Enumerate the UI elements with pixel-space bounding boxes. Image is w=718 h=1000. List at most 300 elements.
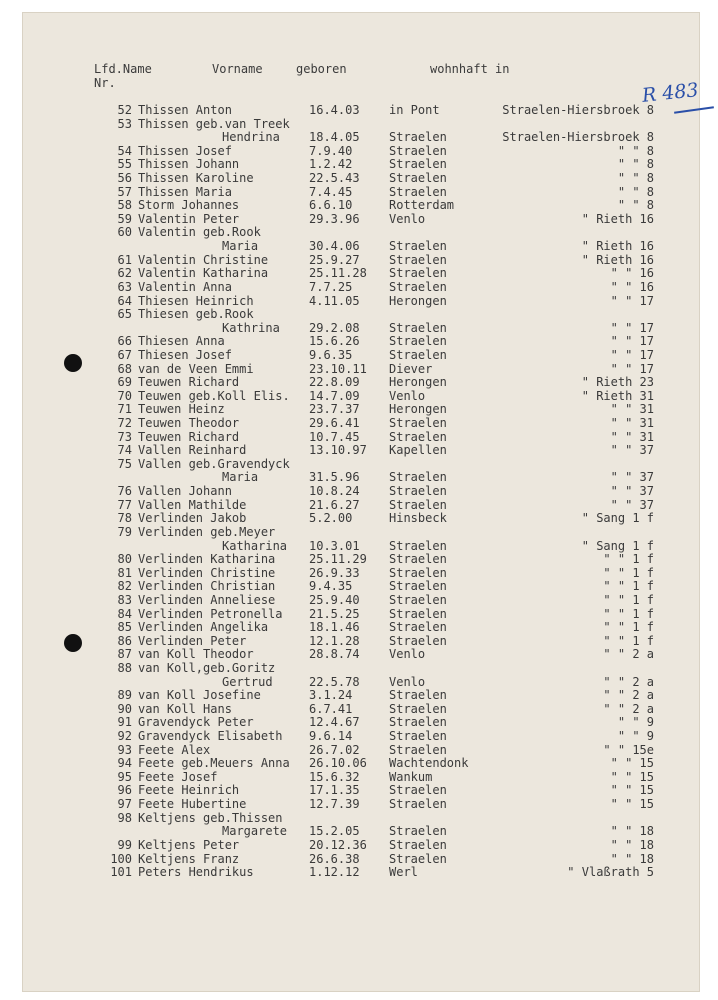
row-number: 54 (117, 143, 132, 158)
row-name: Gravendyck Peter (138, 715, 254, 730)
row-residence: " " 37 (610, 484, 654, 499)
row-residence: " " 37 (610, 497, 654, 512)
row-birthplace: Straelen (389, 783, 447, 798)
row-birthplace: Straelen (389, 606, 447, 621)
row-residence: " " 15e (603, 742, 654, 757)
row-name: Keltjens geb.Thissen (138, 810, 283, 825)
row-birthdate: 29.2.08 (309, 320, 360, 335)
row-birthdate: 9.6.14 (309, 729, 353, 744)
row-number: 74 (117, 443, 132, 458)
row-residence: " " 31 (610, 402, 654, 417)
table-row (22, 689, 700, 703)
row-residence: " " 31 (610, 416, 654, 431)
row-birthplace: Werl (389, 865, 418, 880)
row-residence: " Rieth 23 (581, 375, 654, 390)
row-name: Thissen Johann (138, 157, 240, 172)
row-residence: " Sang 1 f (581, 538, 654, 553)
row-birthplace: Straelen (389, 579, 447, 594)
row-number: 71 (117, 402, 132, 417)
row-name: Verlinden Katharina (138, 552, 276, 567)
table-row (22, 308, 700, 322)
row-residence: " " 17 (610, 320, 654, 335)
row-birthdate: 31.5.96 (309, 470, 360, 485)
header-vorname: Vorname (212, 62, 263, 76)
table-row (22, 703, 700, 717)
row-residence: " " 15 (610, 769, 654, 784)
row-birthdate: 26.10.06 (309, 756, 367, 771)
row-birthdate: 15.6.26 (309, 334, 360, 349)
row-name: Vallen Reinhard (138, 443, 247, 458)
row-number: 66 (117, 334, 132, 349)
row-residence: " " 9 (617, 729, 654, 744)
row-number: 64 (117, 293, 132, 308)
table-row (22, 540, 700, 554)
row-number: 88 (117, 660, 132, 675)
row-birthplace: Straelen (389, 347, 447, 362)
row-birthplace: Straelen (389, 429, 447, 444)
row-number: 81 (117, 565, 132, 580)
table-row (22, 226, 700, 240)
row-number: 68 (117, 361, 132, 376)
row-number: 95 (117, 769, 132, 784)
row-name: Teuwen Richard (138, 375, 240, 390)
row-number: 67 (117, 347, 132, 362)
row-name: Thissen Maria (138, 184, 232, 199)
table-row (22, 240, 700, 254)
row-birthdate: 15.2.05 (309, 824, 360, 839)
row-residence: " " 2 a (603, 701, 654, 716)
row-birthdate: 25.11.28 (309, 266, 367, 281)
row-birthplace: Straelen (389, 130, 447, 145)
table-row (22, 349, 700, 363)
row-name: Kathrina (222, 320, 280, 335)
row-name: Peters Hendrikus (138, 865, 254, 880)
row-number: 58 (117, 198, 132, 213)
row-name: Verlinden geb.Meyer (138, 524, 276, 539)
row-residence: " " 1 f (603, 620, 654, 635)
row-birthdate: 9.4.35 (309, 579, 353, 594)
table-row (22, 635, 700, 649)
row-number: 83 (117, 592, 132, 607)
table-row (22, 104, 700, 118)
row-birthplace: Straelen (389, 824, 447, 839)
row-residence: " " 1 f (603, 552, 654, 567)
row-name: Gertrud (222, 674, 273, 689)
row-number: 75 (117, 456, 132, 471)
row-birthplace: Straelen (389, 143, 447, 158)
table-row (22, 458, 700, 472)
header-nr-name: Lfd.Name Nr. (94, 62, 152, 90)
table-row (22, 172, 700, 186)
row-number: 52 (117, 103, 132, 117)
table-row (22, 390, 700, 404)
row-name: Feete Alex (138, 742, 211, 757)
row-birthdate: 3.1.24 (309, 688, 353, 703)
row-residence: " Rieth 31 (581, 388, 654, 403)
row-birthplace: Straelen (389, 497, 447, 512)
row-number: 56 (117, 171, 132, 186)
row-birthplace: Straelen (389, 538, 447, 553)
row-name: Feete Heinrich (138, 783, 240, 798)
archive-stamp: R 483 (641, 79, 700, 107)
resident-list (22, 104, 700, 880)
table-row (22, 267, 700, 281)
row-residence: " " 1 f (603, 579, 654, 594)
row-name: Teuwen Theodor (138, 416, 240, 431)
table-row (22, 145, 700, 159)
row-birthplace: Straelen (389, 742, 447, 757)
row-number: 97 (117, 797, 132, 812)
row-name: Thissen Anton (138, 103, 232, 117)
row-name: Verlinden Anneliese (138, 592, 276, 607)
row-birthdate: 9.6.35 (309, 347, 353, 362)
row-birthplace: Straelen (389, 633, 447, 648)
row-name: Thissen Karoline (138, 171, 254, 186)
row-birthplace: Straelen (389, 252, 447, 267)
table-row (22, 322, 700, 336)
table-row (22, 199, 700, 213)
row-birthplace: Straelen (389, 701, 447, 716)
row-birthplace: Straelen (389, 688, 447, 703)
row-name: Feete geb.Meuers Anna (138, 756, 290, 771)
row-name: Keltjens Franz (138, 851, 240, 866)
row-birthplace: Diever (389, 361, 433, 376)
row-residence: " " 18 (610, 824, 654, 839)
row-residence: " Vlaßrath 5 (567, 865, 654, 880)
table-row (22, 376, 700, 390)
row-birthdate: 18.1.46 (309, 620, 360, 635)
row-name: Verlinden Peter (138, 633, 247, 648)
row-number: 98 (117, 810, 132, 825)
row-name: Vallen Johann (138, 484, 232, 499)
row-residence: " " 8 (617, 143, 654, 158)
row-birthdate: 26.9.33 (309, 565, 360, 580)
row-birthdate: 12.7.39 (309, 797, 360, 812)
row-name: Gravendyck Elisabeth (138, 729, 283, 744)
row-birthplace: Herongen (389, 293, 447, 308)
row-number: 96 (117, 783, 132, 798)
row-birthdate: 30.4.06 (309, 239, 360, 254)
row-birthplace: Straelen (389, 837, 447, 852)
row-name: Maria (222, 470, 259, 485)
table-row (22, 526, 700, 540)
row-name: Valentin Katharina (138, 266, 269, 281)
row-name: van Koll Hans (138, 701, 232, 716)
row-number: 99 (117, 837, 132, 852)
row-name: van Koll Theodor (138, 647, 254, 662)
table-row (22, 744, 700, 758)
row-name: Thiesen geb.Rook (138, 307, 254, 322)
row-number: 72 (117, 416, 132, 431)
table-row (22, 594, 700, 608)
row-birthdate: 14.7.09 (309, 388, 360, 403)
row-birthdate: 28.8.74 (309, 647, 360, 662)
row-birthdate: 18.4.05 (309, 130, 360, 145)
row-birthdate: 17.1.35 (309, 783, 360, 798)
row-residence: " " 1 f (603, 633, 654, 648)
table-row (22, 771, 700, 785)
row-residence: " Rieth 16 (581, 252, 654, 267)
row-birthplace: Herongen (389, 375, 447, 390)
row-name: Keltjens Peter (138, 837, 240, 852)
table-row (22, 812, 700, 826)
row-birthdate: 25.11.29 (309, 552, 367, 567)
row-residence: " " 2 a (603, 647, 654, 662)
row-residence: " " 16 (610, 266, 654, 281)
row-birthdate: 7.9.40 (309, 143, 353, 158)
table-row (22, 580, 700, 594)
row-birthplace: Straelen (389, 184, 447, 199)
row-birthdate: 25.9.40 (309, 592, 360, 607)
row-birthplace: Straelen (389, 470, 447, 485)
table-row (22, 621, 700, 635)
row-residence: " " 18 (610, 837, 654, 852)
row-name: Teuwen Heinz (138, 402, 225, 417)
row-name: Verlinden Christian (138, 579, 276, 594)
row-number: 86 (117, 633, 132, 648)
table-row (22, 431, 700, 445)
row-residence: " " 15 (610, 797, 654, 812)
row-number: 59 (117, 211, 132, 226)
row-birthdate: 10.7.45 (309, 429, 360, 444)
row-birthplace: Straelen (389, 552, 447, 567)
row-birthdate: 23.7.37 (309, 402, 360, 417)
row-name: Feete Josef (138, 769, 218, 784)
table-row (22, 676, 700, 690)
row-name: Verlinden Christine (138, 565, 276, 580)
row-name: Thiesen Heinrich (138, 293, 254, 308)
table-row (22, 716, 700, 730)
row-birthplace: Venlo (389, 674, 426, 689)
row-residence: Straelen-Hiersbroek 8 (502, 130, 654, 145)
table-row (22, 662, 700, 676)
row-number: 90 (117, 701, 132, 716)
row-birthdate: 23.10.11 (309, 361, 367, 376)
row-name: Thissen geb.van Treek (138, 116, 290, 131)
row-residence: " " 31 (610, 429, 654, 444)
row-name: van de Veen Emmi (138, 361, 254, 376)
table-row (22, 158, 700, 172)
table-row (22, 567, 700, 581)
row-birthplace: Straelen (389, 279, 447, 294)
row-number: 73 (117, 429, 132, 444)
row-name: Teuwen Richard (138, 429, 240, 444)
row-number: 100 (110, 851, 132, 866)
row-residence: " " 8 (617, 184, 654, 199)
row-birthdate: 29.6.41 (309, 416, 360, 431)
row-birthdate: 15.6.32 (309, 769, 360, 784)
row-birthdate: 29.3.96 (309, 211, 360, 226)
row-birthdate: 6.6.10 (309, 198, 353, 213)
row-birthdate: 10.8.24 (309, 484, 360, 499)
row-birthplace: Straelen (389, 715, 447, 730)
row-birthdate: 21.5.25 (309, 606, 360, 621)
row-birthdate: 1.2.42 (309, 157, 353, 172)
row-number: 55 (117, 157, 132, 172)
row-birthplace: Straelen (389, 266, 447, 281)
row-number: 57 (117, 184, 132, 199)
row-number: 79 (117, 524, 132, 539)
table-row (22, 730, 700, 744)
row-residence: " " 17 (610, 361, 654, 376)
row-birthdate: 1.12.12 (309, 865, 360, 880)
row-residence: " Rieth 16 (581, 239, 654, 254)
table-row (22, 363, 700, 377)
row-name: Valentin Peter (138, 211, 240, 226)
row-residence: " " 17 (610, 334, 654, 349)
row-birthdate: 20.12.36 (309, 837, 367, 852)
header-geboren: geboren (296, 62, 347, 76)
row-name: Margarete (222, 824, 288, 839)
row-birthplace: Straelen (389, 320, 447, 335)
table-row (22, 512, 700, 526)
table-row (22, 335, 700, 349)
row-residence: " " 37 (610, 470, 654, 485)
row-residence: " " 16 (610, 279, 654, 294)
row-birthdate: 12.1.28 (309, 633, 360, 648)
row-birthdate: 25.9.27 (309, 252, 360, 267)
row-residence: " Sang 1 f (581, 511, 654, 526)
row-residence: " " 8 (617, 198, 654, 213)
row-name: Teuwen geb.Koll Elis. (138, 388, 290, 403)
row-name: Valentin geb.Rook (138, 225, 261, 240)
row-birthplace: Wankum (389, 769, 433, 784)
table-row (22, 499, 700, 513)
table-row (22, 608, 700, 622)
row-birthplace: in Pont (389, 103, 440, 117)
row-name: Katharina (222, 538, 288, 553)
row-number: 78 (117, 511, 132, 526)
table-header (22, 62, 700, 92)
row-birthdate: 7.7.25 (309, 279, 353, 294)
row-name: Valentin Anna (138, 279, 232, 294)
row-residence: Straelen-Hiersbroek 8 (502, 103, 654, 117)
row-name: Thiesen Anna (138, 334, 225, 349)
row-residence: " " 15 (610, 783, 654, 798)
row-birthdate: 6.7.41 (309, 701, 353, 716)
row-residence: " " 9 (617, 715, 654, 730)
row-birthplace: Straelen (389, 239, 447, 254)
row-name: Verlinden Jakob (138, 511, 247, 526)
row-name: Maria (222, 239, 259, 254)
row-number: 60 (117, 225, 132, 240)
row-birthplace: Venlo (389, 211, 426, 226)
row-number: 77 (117, 497, 132, 512)
table-row (22, 553, 700, 567)
row-number: 61 (117, 252, 132, 267)
row-number: 93 (117, 742, 132, 757)
row-residence: " " 8 (617, 157, 654, 172)
table-row (22, 648, 700, 662)
row-number: 89 (117, 688, 132, 703)
row-birthdate: 4.11.05 (309, 293, 360, 308)
row-number: 80 (117, 552, 132, 567)
row-birthdate: 22.5.78 (309, 674, 360, 689)
row-number: 87 (117, 647, 132, 662)
row-residence: " " 37 (610, 443, 654, 458)
row-name: Vallen Mathilde (138, 497, 247, 512)
table-row (22, 254, 700, 268)
header-wohnhaft: wohnhaft in (430, 62, 510, 76)
table-row (22, 186, 700, 200)
row-residence: " Rieth 16 (581, 211, 654, 226)
row-birthplace: Straelen (389, 729, 447, 744)
row-birthplace: Straelen (389, 797, 447, 812)
row-number: 85 (117, 620, 132, 635)
row-name: Thissen Josef (138, 143, 232, 158)
row-number: 62 (117, 266, 132, 281)
row-residence: " " 17 (610, 293, 654, 308)
row-name: Storm Johannes (138, 198, 240, 213)
row-birthdate: 10.3.01 (309, 538, 360, 553)
row-birthplace: Straelen (389, 592, 447, 607)
row-birthplace: Herongen (389, 402, 447, 417)
row-birthdate: 22.5.43 (309, 171, 360, 186)
row-name: van Koll Josefine (138, 688, 261, 703)
table-row (22, 403, 700, 417)
row-birthdate: 26.7.02 (309, 742, 360, 757)
row-birthdate: 16.4.03 (309, 103, 360, 117)
table-row (22, 471, 700, 485)
table-row (22, 866, 700, 880)
table-row (22, 798, 700, 812)
table-row (22, 853, 700, 867)
row-number: 92 (117, 729, 132, 744)
row-number: 82 (117, 579, 132, 594)
row-number: 76 (117, 484, 132, 499)
row-name: Vallen geb.Gravendyck (138, 456, 290, 471)
document-page (22, 12, 700, 992)
row-birthplace: Rotterdam (389, 198, 455, 213)
row-birthplace: Straelen (389, 334, 447, 349)
row-birthplace: Straelen (389, 565, 447, 580)
table-row (22, 485, 700, 499)
row-birthdate: 13.10.97 (309, 443, 367, 458)
row-birthdate: 21.6.27 (309, 497, 360, 512)
table-row (22, 839, 700, 853)
row-birthdate: 12.4.67 (309, 715, 360, 730)
row-number: 84 (117, 606, 132, 621)
row-birthplace: Straelen (389, 620, 447, 635)
row-birthplace: Kapellen (389, 443, 447, 458)
row-birthplace: Venlo (389, 647, 426, 662)
row-residence: " " 1 f (603, 592, 654, 607)
row-residence: " " 2 a (603, 674, 654, 689)
table-row (22, 825, 700, 839)
row-residence: " " 8 (617, 171, 654, 186)
table-row (22, 784, 700, 798)
row-birthplace: Straelen (389, 157, 447, 172)
row-name: Hendrina (222, 130, 280, 145)
row-number: 94 (117, 756, 132, 771)
row-name: Verlinden Petronella (138, 606, 283, 621)
row-name: Feete Hubertine (138, 797, 247, 812)
row-residence: " " 18 (610, 851, 654, 866)
row-number: 53 (117, 116, 132, 131)
table-row (22, 295, 700, 309)
row-birthdate: 5.2.00 (309, 511, 353, 526)
table-row (22, 757, 700, 771)
row-number: 65 (117, 307, 132, 322)
row-birthplace: Straelen (389, 484, 447, 499)
row-birthplace: Venlo (389, 388, 426, 403)
row-birthplace: Wachtendonk (389, 756, 469, 771)
row-birthdate: 7.4.45 (309, 184, 353, 199)
table-row (22, 281, 700, 295)
table-row (22, 118, 700, 132)
row-name: Thiesen Josef (138, 347, 232, 362)
row-residence: " " 1 f (603, 606, 654, 621)
